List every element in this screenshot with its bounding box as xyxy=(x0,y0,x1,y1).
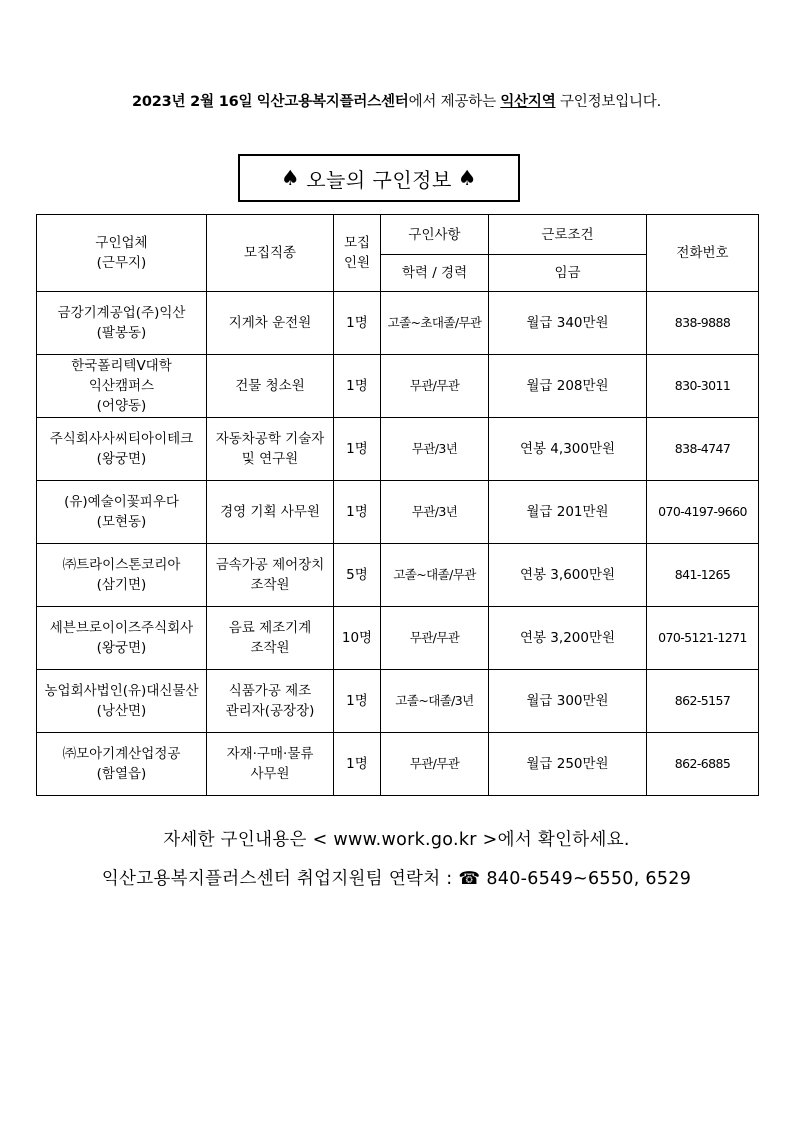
requirements-cell: 고졸~대졸/무관 xyxy=(381,544,489,607)
position-cell-line: 식품가공 제조 xyxy=(228,683,312,699)
intro-date: 2023년 2월 16일 xyxy=(131,94,253,110)
table-row xyxy=(37,733,759,796)
position-cell-line: 및 연구원 xyxy=(241,451,299,467)
wage-cell: 월급 250만원 xyxy=(489,733,647,796)
count-cell: 1명 xyxy=(334,733,381,796)
footer-contact-phone: 840-6549~6550, 6529 xyxy=(486,869,692,889)
header-count xyxy=(334,215,381,292)
requirements-cell: 고졸~대졸/3년 xyxy=(381,670,489,733)
company-cell xyxy=(37,355,207,418)
company-cell-line: (왕궁면) xyxy=(96,640,147,656)
company-cell-line: 한국폴리텍V대학 xyxy=(71,358,172,374)
footer-website-line: 자세한 구인내용은 < www.work.go.kr >에서 확인하세요. xyxy=(163,830,630,850)
position-cell-line: 음료 제조기계 xyxy=(228,620,312,636)
count-cell: 1명 xyxy=(334,355,381,418)
phone-cell: 830-3011 xyxy=(647,355,759,418)
count-cell: 5명 xyxy=(334,544,381,607)
wage-cell: 연봉 3,600만원 xyxy=(489,544,647,607)
position-cell-line: 지게차 운전원 xyxy=(228,315,312,331)
header-conditions: 근로조건 xyxy=(489,215,647,255)
intro-tail: 구인정보입니다. xyxy=(559,94,662,110)
phone-cell: 862-6885 xyxy=(647,733,759,796)
header-requirements-sub: 학력 / 경력 xyxy=(381,255,489,292)
company-cell-line: 익산캠퍼스 xyxy=(88,378,155,394)
position-cell-line: 조작원 xyxy=(250,640,290,656)
intro-mid: 에서 제공하는 xyxy=(408,94,496,110)
company-cell-line: (팔봉동) xyxy=(96,325,147,341)
phone-cell: 841-1265 xyxy=(647,544,759,607)
count-cell: 1명 xyxy=(334,670,381,733)
count-cell: 1명 xyxy=(334,481,381,544)
company-cell xyxy=(37,481,207,544)
company-cell xyxy=(37,418,207,481)
wage-cell: 연봉 3,200만원 xyxy=(489,607,647,670)
company-cell-line: (낭산면) xyxy=(96,703,147,719)
header-count-line2: 인원 xyxy=(343,255,371,271)
company-cell-line: (삼기면) xyxy=(96,577,147,593)
company-cell-line: 농업회사법인(유)대신물산 xyxy=(44,683,199,699)
page-title xyxy=(238,154,520,202)
company-cell-line: 주식회사사씨티아이테크 xyxy=(49,431,194,447)
wage-cell: 월급 300만원 xyxy=(489,670,647,733)
intro-line xyxy=(0,90,793,111)
position-cell-line: 자재·구매·물류 xyxy=(226,746,314,762)
count-cell: 10명 xyxy=(334,607,381,670)
phone-cell: 838-4747 xyxy=(647,418,759,481)
company-cell-line: ㈜트라이스톤코리아 xyxy=(62,557,181,573)
job-table xyxy=(36,214,759,796)
position-cell xyxy=(207,355,334,418)
requirements-cell: 무관/무관 xyxy=(381,733,489,796)
footer-contact-label: 익산고용복지플러스센터 취업지원팀 연락처 : xyxy=(101,869,453,889)
header-company xyxy=(37,215,207,292)
header-position: 모집직종 xyxy=(207,215,334,292)
page-title-text: 오늘의 구인정보 xyxy=(306,167,452,192)
company-cell-line: 세븐브로이이즈주식회사 xyxy=(49,620,194,636)
header-requirements: 구인사항 xyxy=(381,215,489,255)
table-row xyxy=(37,292,759,355)
position-cell-line: 사무원 xyxy=(250,766,290,782)
requirements-cell: 무관/무관 xyxy=(381,607,489,670)
phone-cell: 070-4197-9660 xyxy=(647,481,759,544)
position-cell xyxy=(207,292,334,355)
header-count-line1: 모집 xyxy=(343,235,371,251)
company-cell-line: (유)예술이꽃피우다 xyxy=(64,494,179,510)
header-conditions-sub: 임금 xyxy=(489,255,647,292)
position-cell xyxy=(207,607,334,670)
position-cell-line: 건물 청소원 xyxy=(235,378,305,394)
spade-icon: ♠ xyxy=(457,166,478,190)
company-cell xyxy=(37,670,207,733)
phone-icon: ☎ xyxy=(458,869,481,889)
wage-cell: 월급 208만원 xyxy=(489,355,647,418)
requirements-cell: 고졸~초대졸/무관 xyxy=(381,292,489,355)
table-row xyxy=(37,355,759,418)
wage-cell: 월급 201만원 xyxy=(489,481,647,544)
header-company-line1: 구인업체 xyxy=(95,235,148,251)
position-cell xyxy=(207,544,334,607)
position-cell xyxy=(207,733,334,796)
position-cell-line: 금속가공 제어장치 xyxy=(215,557,325,573)
intro-center: 익산고용복지플러스센터 xyxy=(256,94,409,110)
wage-cell: 연봉 4,300만원 xyxy=(489,418,647,481)
position-cell-line: 조작원 xyxy=(250,577,290,593)
company-cell-line: (모현동) xyxy=(96,514,147,530)
position-cell xyxy=(207,481,334,544)
position-cell xyxy=(207,670,334,733)
requirements-cell: 무관/3년 xyxy=(381,481,489,544)
count-cell: 1명 xyxy=(334,292,381,355)
company-cell-line: (왕궁면) xyxy=(96,451,147,467)
table-row xyxy=(37,481,759,544)
company-cell-line: ㈜모아기계산업정공 xyxy=(62,746,181,762)
company-cell xyxy=(37,544,207,607)
table-row xyxy=(37,418,759,481)
spade-icon: ♠ xyxy=(280,166,301,190)
header-company-line2: (근무지) xyxy=(96,255,147,271)
requirements-cell: 무관/3년 xyxy=(381,418,489,481)
phone-cell: 862-5157 xyxy=(647,670,759,733)
position-cell xyxy=(207,418,334,481)
company-cell xyxy=(37,607,207,670)
phone-cell: 838-9888 xyxy=(647,292,759,355)
job-table-body xyxy=(37,292,759,796)
company-cell xyxy=(37,292,207,355)
table-header-row xyxy=(37,215,759,255)
intro-region: 익산지역 xyxy=(500,94,556,110)
position-cell-line: 관리자(공장장) xyxy=(225,703,315,719)
header-phone: 전화번호 xyxy=(647,215,759,292)
company-cell-line: 금강기계공업(주)익산 xyxy=(57,305,186,321)
position-cell-line: 경영 기획 사무원 xyxy=(220,504,320,520)
company-cell-line: (어양동) xyxy=(96,398,147,414)
company-cell-line: (함열읍) xyxy=(96,766,147,782)
company-cell xyxy=(37,733,207,796)
requirements-cell: 무관/무관 xyxy=(381,355,489,418)
wage-cell: 월급 340만원 xyxy=(489,292,647,355)
table-row xyxy=(37,544,759,607)
count-cell: 1명 xyxy=(334,418,381,481)
table-row xyxy=(37,607,759,670)
table-row xyxy=(37,670,759,733)
footer-contact-line xyxy=(0,865,793,890)
phone-cell: 070-5121-1271 xyxy=(647,607,759,670)
position-cell-line: 자동차공학 기술자 xyxy=(215,431,325,447)
